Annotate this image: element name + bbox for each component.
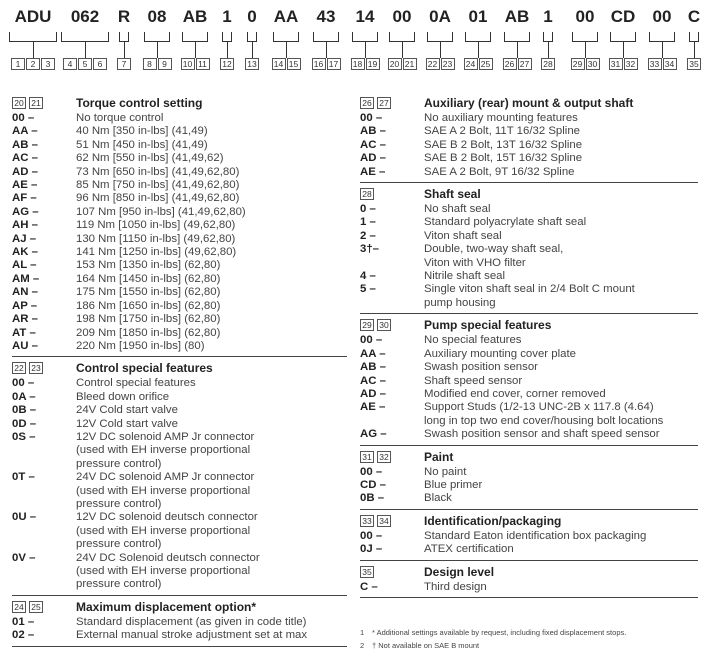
option-code: AG – [12,205,39,218]
section-title: Design level [424,564,495,579]
option-description: Double, two-way shaft seal, [424,243,564,256]
option-description: SAE A 2 Bolt, 9T 16/32 Spline [424,165,575,178]
option-code: 0B – [360,492,385,505]
option-code: 0U – [12,511,37,524]
option-code: 2 – [360,229,376,242]
option-item [12,233,347,246]
option-code: 00 – [360,465,383,478]
position-number-box: 20 [12,97,26,109]
option-description: SAE B 2 Bolt, 15T 16/32 Spline [424,152,583,165]
option-description: (used with EH inverse proportional [76,444,251,457]
option-description: 164 Nm [1450 in-lbs] (62,80) [76,272,221,285]
option-description: No paint [424,465,467,478]
position-number-box: 27 [377,97,391,109]
position-number-box: 34 [663,58,677,70]
option-description: 209 Nm [1850 in-lbs] (62,80) [76,326,221,339]
option-code: 4 – [360,270,376,283]
code-value: 43 [316,7,336,26]
footnote-number: 1 [360,628,365,637]
option-description: Viton with VHO filter [424,256,526,269]
option-code: AR – [12,313,38,326]
position-number-box: 23 [29,362,43,374]
section-title: Maximum displacement option* [76,599,257,614]
option-item [360,243,698,270]
code-value: 08 [147,7,167,26]
option-description: long in top two end cover/housing bolt locations [424,414,664,427]
option-item [360,388,698,401]
option-description: Standard polyacrylate shaft seal [424,216,587,229]
option-description: Nitrile shaft seal [424,270,506,283]
option-item [12,511,347,551]
position-number-box: 8 [143,58,157,70]
position-number-box: 4 [63,58,77,70]
option-code: AE – [12,179,38,192]
option-code: AA – [360,347,386,360]
position-number-box: 22 [426,58,440,70]
option-item [12,471,347,511]
position-number-box: 25 [29,601,43,613]
option-description: External manual stroke adjustment set at max [76,629,308,642]
option-description: 24V DC solenoid AMP Jr connector [76,471,255,484]
option-description: 73 Nm [650 in-lbs] (41,49,62,80) [76,165,240,178]
position-number-box: 23 [441,58,455,70]
position-number-box: 27 [518,58,532,70]
code-value: 00 [575,7,595,26]
option-description: 12V Cold start valve [76,417,178,430]
option-description: 107 Nm [950 in-lbs] (41,49,62,80) [76,205,246,218]
option-description: 24V Cold start valve [76,404,178,417]
position-number-box: 18 [351,58,365,70]
option-description: No special features [424,334,522,347]
option-code: 3†– [360,243,380,256]
option-item [360,270,698,283]
option-description: 175 Nm [1550 in-lbs] (62,80) [76,286,221,299]
option-description: 186 Nm [1650 in-lbs] (62,80) [76,299,221,312]
option-item [360,112,698,125]
position-number-box: 2 [26,58,40,70]
option-item [12,616,347,629]
option-item [12,391,347,404]
option-section [12,357,347,596]
option-item [12,300,347,313]
option-description: ATEX certification [424,543,514,556]
option-item [360,203,698,216]
option-description: Viton shaft seal [424,229,502,242]
option-code: 00 – [360,112,383,124]
option-description: SAE A 2 Bolt, 11T 16/32 Spline [424,125,580,138]
code-value: AB [182,7,208,26]
option-item [12,152,347,165]
option-item [360,581,698,594]
position-number-box: 14 [272,58,286,70]
option-item [12,192,347,205]
option-code: AB – [360,125,386,138]
option-item [360,348,698,361]
code-value: 0A [429,7,451,26]
option-description: pressure control) [76,578,162,591]
position-number-box: 11 [196,58,210,70]
option-code: 0J – [360,543,383,556]
position-number-box: 6 [93,58,107,70]
code-segment [3,6,63,70]
code-value: 00 [652,7,672,26]
option-item [360,428,698,441]
option-description: Standard Eaton identification box packaging [424,529,647,542]
option-description: 153 Nm [1350 in-lbs] (62,80) [76,259,221,272]
option-description: Standard displacement (as given in code title) [76,615,307,628]
code-value: CD [610,7,636,26]
position-number-box: 16 [312,58,326,70]
option-code: CD – [360,478,386,491]
code-value: R [117,7,131,26]
position-number-box: 32 [624,58,638,70]
position-number-box: 21 [403,58,417,70]
section-title: Identification/packaging [424,513,562,528]
option-item [12,431,347,471]
option-description: 12V DC solenoid deutsch connector [76,511,258,524]
option-item [360,216,698,229]
option-item [12,629,347,642]
option-item [12,377,347,390]
option-code: 00 – [12,112,35,124]
option-item [12,552,347,592]
option-description: Swash position sensor [424,361,538,374]
option-description: (used with EH inverse proportional [76,484,251,497]
option-code: 5 – [360,283,376,296]
code-value: 14 [355,7,375,26]
option-item [360,152,698,165]
option-item [12,286,347,299]
code-value: 00 [392,7,412,26]
position-number-box: 15 [287,58,301,70]
option-code: AE – [360,165,386,178]
position-number-box: 29 [360,319,374,331]
option-description: Modified end cover, corner removed [424,387,606,400]
position-number-box: 12 [220,58,234,70]
option-description: 62 Nm [550 in-lbs] (41,49,62) [76,152,224,165]
option-description: 220 Nm [1950 in-lbs] (80) [76,339,205,352]
position-number-box: 33 [360,515,374,527]
option-item [12,219,347,232]
option-code: 0B – [12,404,37,417]
option-code: AF – [12,192,37,205]
position-numbers [664,58,718,70]
position-number-box: 29 [571,58,585,70]
code-value: 1 [543,7,553,26]
option-section [360,510,698,561]
option-description: Black [424,492,452,505]
option-item [360,334,698,347]
option-description: Support Studs (1/2-13 UNC-2B x 117.8 (4.64) [424,401,654,414]
section-title: Torque control setting [76,96,203,110]
option-item [12,313,347,326]
option-code: AL – [12,259,37,272]
option-description: No torque control [76,112,164,124]
position-number-box: 19 [366,58,380,70]
position-number-box: 34 [377,515,391,527]
position-number-box: 35 [360,566,374,578]
option-item [360,361,698,374]
option-item [360,401,698,428]
option-code: AD – [360,152,386,165]
position-number-box: 28 [541,58,555,70]
option-item [12,112,347,125]
position-number-box: 30 [377,319,391,331]
code-value: 01 [468,7,488,26]
option-description: 51 Nm [450 in-lbs] (41,49) [76,138,208,151]
option-section [12,596,347,647]
code-value: 0 [247,7,257,26]
position-number-box: 13 [245,58,259,70]
option-description: 96 Nm [850 in-lbs] (41,49,62,80) [76,192,240,205]
option-code: AD – [12,165,38,178]
code-value: AB [504,7,530,26]
option-description: pressure control) [76,457,162,470]
code-value: C [687,7,701,26]
section-title: Auxiliary (rear) mount & output shaft [424,96,634,110]
position-number-box: 26 [503,58,517,70]
option-code: AG – [360,428,387,441]
position-number-box: 1 [11,58,25,70]
position-number-box: 7 [117,58,131,70]
option-item [360,283,698,310]
option-item [360,125,698,138]
code-value: AA [273,7,299,26]
section-title: Control special features [76,361,213,376]
option-code: AB – [360,361,386,374]
code-segment [664,6,718,70]
option-description: 198 Nm [1750 in-lbs] (62,80) [76,313,221,326]
option-code: AD – [360,387,386,400]
option-code: AN – [12,286,38,299]
option-section [360,92,698,183]
option-code: 02 – [12,629,35,642]
footnote-text: † Not available on SAE B mount [372,641,480,650]
option-code: 0D – [12,417,37,430]
option-code: 00 – [360,334,383,347]
position-number-box: 10 [181,58,195,70]
option-description: pump housing [424,296,496,309]
option-description: Single viton shaft seal in 2/4 Bolt C mount [424,283,635,296]
option-code: AH – [12,219,38,232]
option-item [360,230,698,243]
option-item [12,340,347,353]
option-item [360,479,698,492]
option-description: 130 Nm [1150 in-lbs] (49,62,80) [76,232,236,245]
option-description: 85 Nm [750 in-lbs] (41,49,62,80) [76,179,240,192]
option-description: Swash position sensor and shaft speed sensor [424,428,660,441]
option-description: Third design [424,580,487,593]
option-code: AM – [12,272,40,285]
option-item [360,139,698,152]
option-description: No auxiliary mounting features [424,112,578,124]
option-code: 0T – [12,471,35,484]
option-code: AE – [360,401,386,414]
option-item [360,166,698,179]
option-description: (used with EH inverse proportional [76,524,251,537]
option-section [360,561,698,598]
option-description: (used with EH inverse proportional [76,565,251,577]
option-description: 141 Nm [1250 in-lbs] (49,62,80) [76,246,237,259]
option-code: AC – [12,152,38,165]
position-number-box: 32 [377,451,391,463]
option-description: Control special features [76,377,196,390]
option-code: 01 – [12,615,35,628]
option-code: C – [360,580,378,593]
option-code: AC – [360,138,386,151]
option-section [360,446,698,510]
option-section [12,92,347,357]
position-number-box: 26 [360,97,374,109]
position-number-box: 5 [78,58,92,70]
bracket [543,28,553,58]
option-code: 00 – [360,529,383,542]
option-section [360,314,698,445]
position-number-box: 20 [388,58,402,70]
option-item [360,543,698,556]
left-column [12,92,347,647]
footnotes [360,626,626,652]
option-code: AK – [12,246,38,259]
code-value: ADU [14,7,52,26]
position-number-box: 3 [41,58,55,70]
position-number-box: 33 [648,58,662,70]
position-number-box: 22 [12,362,26,374]
option-item [360,530,698,543]
option-item [12,179,347,192]
option-code: AP – [12,299,38,312]
section-title: Paint [424,449,454,464]
option-description: 119 Nm [1050 in-lbs] (49,62,80) [76,219,236,232]
position-number-box: 17 [327,58,341,70]
position-number-box: 28 [360,188,374,200]
option-item [12,125,347,138]
position-number-box: 31 [609,58,623,70]
option-description: SAE B 2 Bolt, 13T 16/32 Spline [424,138,583,151]
option-code: 0 – [360,203,376,216]
option-code: 00 – [12,377,35,390]
bracket [9,28,57,58]
bracket [689,28,699,58]
option-item [360,375,698,388]
section-title: Shaft seal [424,187,481,202]
option-item [360,466,698,479]
position-number-box: 21 [29,97,43,109]
option-code: AU – [12,339,38,352]
option-code: AJ – [12,232,37,245]
position-number-box: 31 [360,451,374,463]
option-code: AA – [12,125,38,138]
position-number-box: 24 [12,601,26,613]
position-numbers [3,58,63,70]
position-number-box: 35 [687,58,701,70]
position-number-box: 24 [464,58,478,70]
option-code: 1 – [360,216,376,229]
footnote-text: * Additional settings available by request, including fixed displacement stops. [372,628,627,637]
option-description: Auxiliary mounting cover plate [424,347,576,360]
option-code: AT – [12,326,36,339]
option-item [12,259,347,272]
section-title: Pump special features [424,318,552,333]
option-item [12,206,347,219]
option-description: 40 Nm [350 in-lbs] (41,49) [76,125,208,138]
option-code: AB – [12,138,38,151]
right-column [360,92,698,598]
position-number-box: 25 [479,58,493,70]
option-description: 24V DC Solenoid deutsch connector [76,551,260,564]
footnote [360,639,626,652]
footnote-number: 2 [360,641,365,650]
option-item [12,273,347,286]
option-item [12,166,347,179]
option-description: pressure control) [76,497,162,510]
option-description: Bleed down orifice [76,390,170,403]
option-description: Shaft speed sensor [424,374,523,387]
option-code: AC – [360,374,386,387]
option-item [12,139,347,152]
option-description: pressure control) [76,538,162,551]
option-code: 0A – [12,390,36,403]
position-number-box: 9 [158,58,172,70]
option-description: 12V DC solenoid AMP Jr connector [76,430,255,443]
option-code: 0S – [12,430,36,443]
option-code: 0V – [12,551,36,564]
option-description: No shaft seal [424,203,491,216]
option-description: Blue primer [424,478,483,491]
option-item [12,418,347,431]
footnote [360,626,626,639]
option-item [12,246,347,259]
option-item [360,492,698,505]
code-value: 062 [70,7,100,26]
option-item [12,327,347,340]
position-number-box: 30 [586,58,600,70]
code-value: 1 [222,7,232,26]
option-section [360,183,698,314]
option-item [12,404,347,417]
